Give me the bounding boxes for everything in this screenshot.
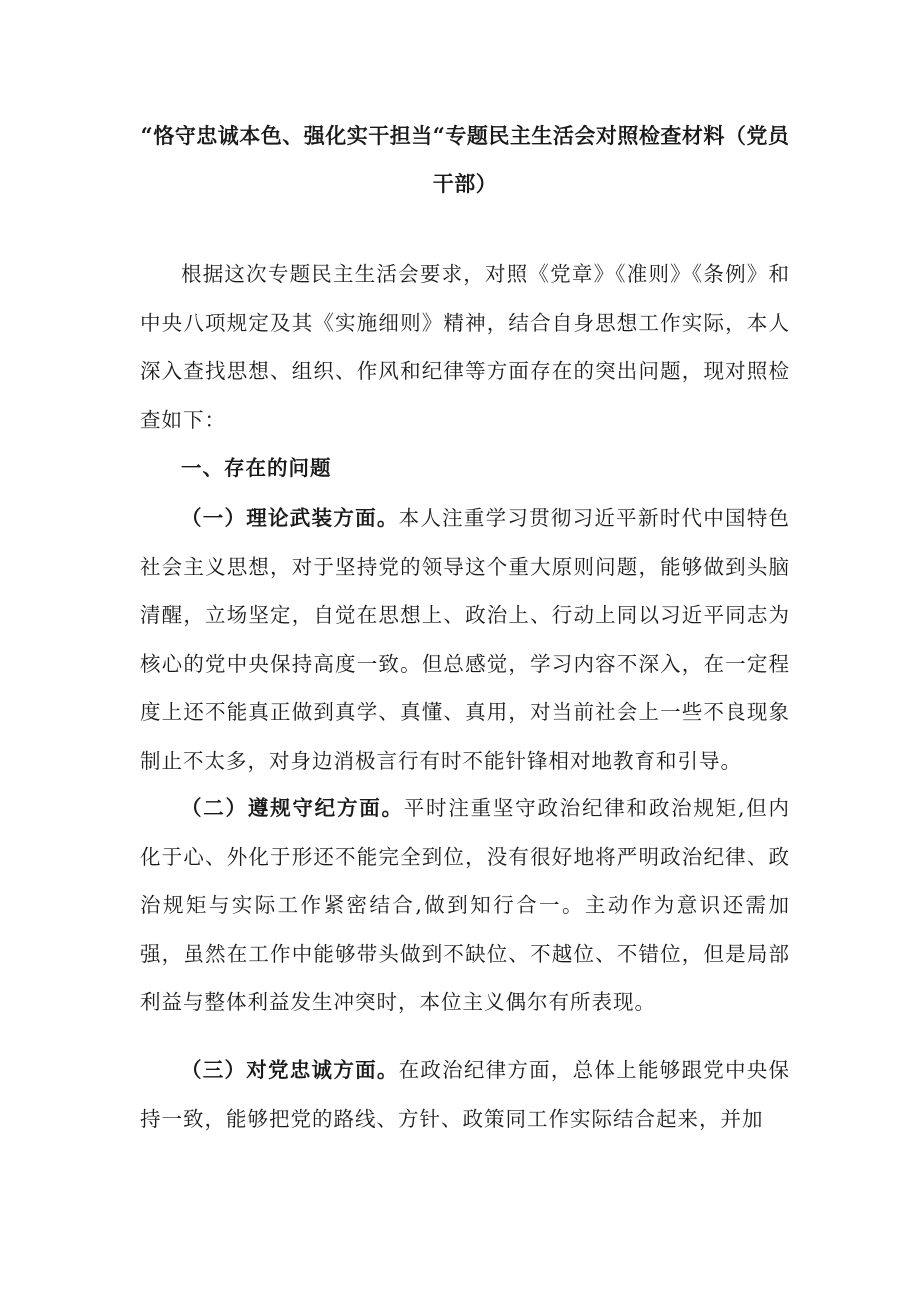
section-theory-lead: （一）理论武装方面。: [181, 506, 399, 530]
section-loyalty-text: 在政治纪律方面，总体上能够跟党中央保持一致，能够把党的路线、方针、政策同工作实际结合起来，并加: [140, 1058, 791, 1131]
section-discipline-paragraph: [140, 784, 790, 1027]
section-loyalty-lead: （三）对党忠诚方面。: [181, 1058, 399, 1082]
section-loyalty-paragraph: [140, 1046, 790, 1143]
section-discipline-text: 平时注重坚守政治纪律和政治规矩,但内化于心、外化于形还不能完全到位，没有很好地将严明政治纪律、政治规矩与实际工作紧密结合,做到知行合一。主动作为意识还需加强，虽然在工作中能够带头做到不缺位、不越位、不错位，但是局部利益与整体利益发生冲突时，本位主义偶尔有所表现。: [140, 796, 791, 1014]
section-theory-text: 本人注重学习贯彻习近平新时代中国特色社会主义思想，对于坚持党的领导这个重大原则问题，能够做到头脑清醒，立场坚定，自觉在思想上、政治上、行动上同以习近平同志为核心的党中央保持高度一致。但总感觉，学习内容不深入，在一定程度上还不能真正做到真学、真懂、真用，对当前社会上一些不良现象制止不太多，对身边消极言行有时不能针锋相对地教育和引导。: [140, 506, 791, 773]
intro-paragraph: 根据这次专题民主生活会要求，对照《党章》《准则》《条例》和中央八项规定及其《实施细则》精神，结合自身思想工作实际，本人深入查找思想、组织、作风和纪律等方面存在的突出问题，现对照检查如下：: [140, 262, 790, 432]
document-title: “恪守忠诚本色、强化实干担当“专题民主生活会对照检查材料（党员干部）: [140, 123, 790, 196]
section-heading: 一、存在的问题: [181, 456, 332, 480]
section-discipline-lead: （二）遵规守纪方面。: [181, 796, 404, 820]
section-theory-paragraph: [140, 494, 790, 785]
